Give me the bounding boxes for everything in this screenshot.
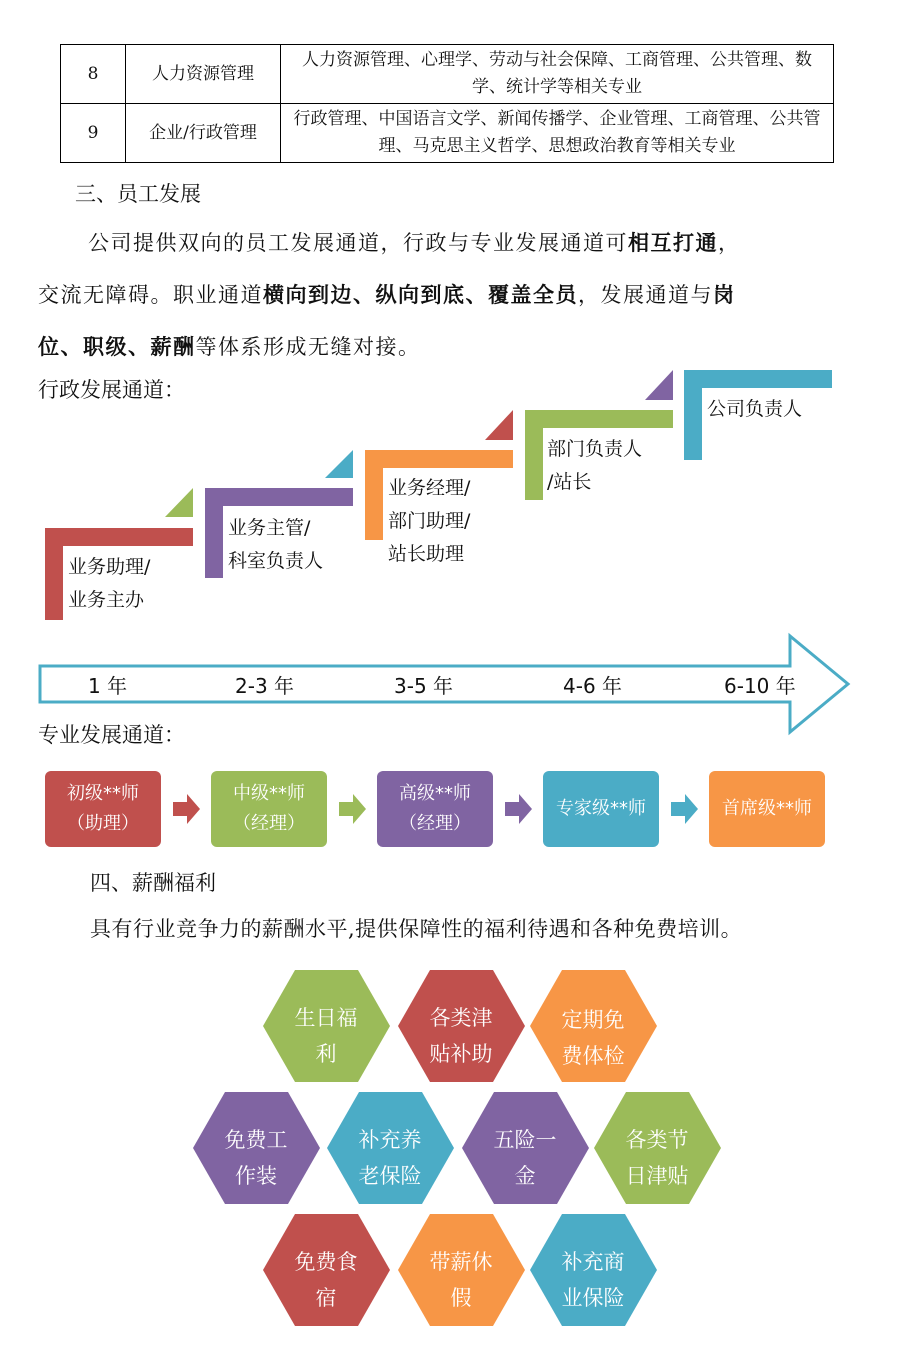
pro-channel-label: 专业发展通道： xyxy=(38,723,185,747)
row-number: 8 xyxy=(61,45,126,104)
year-label: 4-6 年 xyxy=(563,674,623,698)
pro-level-intermediate: 中级**师 （经理） xyxy=(211,771,327,847)
admin-channel-label: 行政发展通道： xyxy=(38,378,185,402)
step-1-label: 业务助理/ 业务主办 xyxy=(68,556,151,611)
paragraph-line xyxy=(38,269,868,321)
step-5-label: 公司负责人 xyxy=(707,398,803,420)
arrow-right-icon xyxy=(505,794,532,824)
bold-text: 横向到边、纵向到底、覆盖全员 xyxy=(263,282,578,307)
step-2-label: 业务主管/ 科室负责人 xyxy=(228,517,324,572)
table-row xyxy=(61,45,834,104)
arrow-right-icon xyxy=(339,794,366,824)
section-heading-development: 三、员工发展 xyxy=(75,182,201,206)
pro-level-junior: 初级**师 （助理） xyxy=(45,771,161,847)
arrow-right-icon xyxy=(671,794,698,824)
majors-list: 人力资源管理、心理学、劳动与社会保障、工商管理、公共管理、数学、统计学等相关专业 xyxy=(281,45,834,104)
year-label: 1 年 xyxy=(88,674,128,698)
benefit-label: 免费食 宿 xyxy=(294,1250,358,1310)
benefit-label: 补充养 老保险 xyxy=(358,1128,422,1188)
bold-text: 位、职级、薪酬 xyxy=(38,334,196,359)
position-name: 人力资源管理 xyxy=(126,45,281,104)
development-paragraph xyxy=(38,217,868,373)
step-2-triangle xyxy=(325,450,353,478)
benefit-label: 五险一 金 xyxy=(493,1128,557,1188)
year-label: 3-5 年 xyxy=(394,674,454,698)
text: ， xyxy=(718,231,741,255)
text: 交流无障碍。职业通道 xyxy=(38,283,263,307)
pro-level-senior: 高级**师 （经理） xyxy=(377,771,493,847)
text: 公司提供双向的员工发展通道，行政与专业发展通道可 xyxy=(88,231,628,255)
benefit-label: 定期免 费体检 xyxy=(561,1008,625,1068)
step-4-triangle xyxy=(645,370,673,400)
step-1-triangle xyxy=(165,488,193,517)
step-3-label: 业务经理/ 部门助理/ 站长助理 xyxy=(388,477,471,565)
year-label: 6-10 年 xyxy=(724,674,796,698)
compensation-paragraph: 具有行业竞争力的薪酬水平,提供保障性的福利待遇和各种免费培训。 xyxy=(90,917,743,941)
pro-level-expert: 专家级**师 xyxy=(543,771,659,847)
majors-list: 行政管理、中国语言文学、新闻传播学、企业管理、工商管理、公共管理、马克思主义哲学、思想政治教育等相关专业 xyxy=(281,104,834,163)
text: 等体系形成无缝对接。 xyxy=(195,335,421,359)
benefit-label: 生日福 利 xyxy=(294,1006,358,1066)
benefit-label: 带薪休 假 xyxy=(429,1250,493,1310)
step-4-label: 部门负责人 /站长 xyxy=(547,438,643,493)
position-name: 企业/行政管理 xyxy=(126,104,281,163)
benefit-label: 各类节 日津贴 xyxy=(625,1128,689,1188)
year-label: 2-3 年 xyxy=(235,674,295,698)
row-number: 9 xyxy=(61,104,126,163)
section-heading-compensation: 四、薪酬福利 xyxy=(90,871,216,895)
majors-table xyxy=(60,44,834,163)
pro-arrows xyxy=(0,790,902,830)
bold-text: 岗 xyxy=(713,282,736,307)
benefit-label: 免费工 作装 xyxy=(224,1128,288,1188)
arrow-right-icon xyxy=(173,794,200,824)
table-row xyxy=(61,104,834,163)
benefit-label: 各类津 贴补助 xyxy=(429,1006,493,1066)
benefit-label: 补充商 业保险 xyxy=(561,1250,625,1310)
paragraph-line xyxy=(38,217,868,269)
pro-level-chief: 首席级**师 xyxy=(709,771,825,847)
bold-text: 相互打通 xyxy=(628,230,718,255)
step-3-triangle xyxy=(485,410,513,440)
text: ，发展通道与 xyxy=(578,283,713,307)
